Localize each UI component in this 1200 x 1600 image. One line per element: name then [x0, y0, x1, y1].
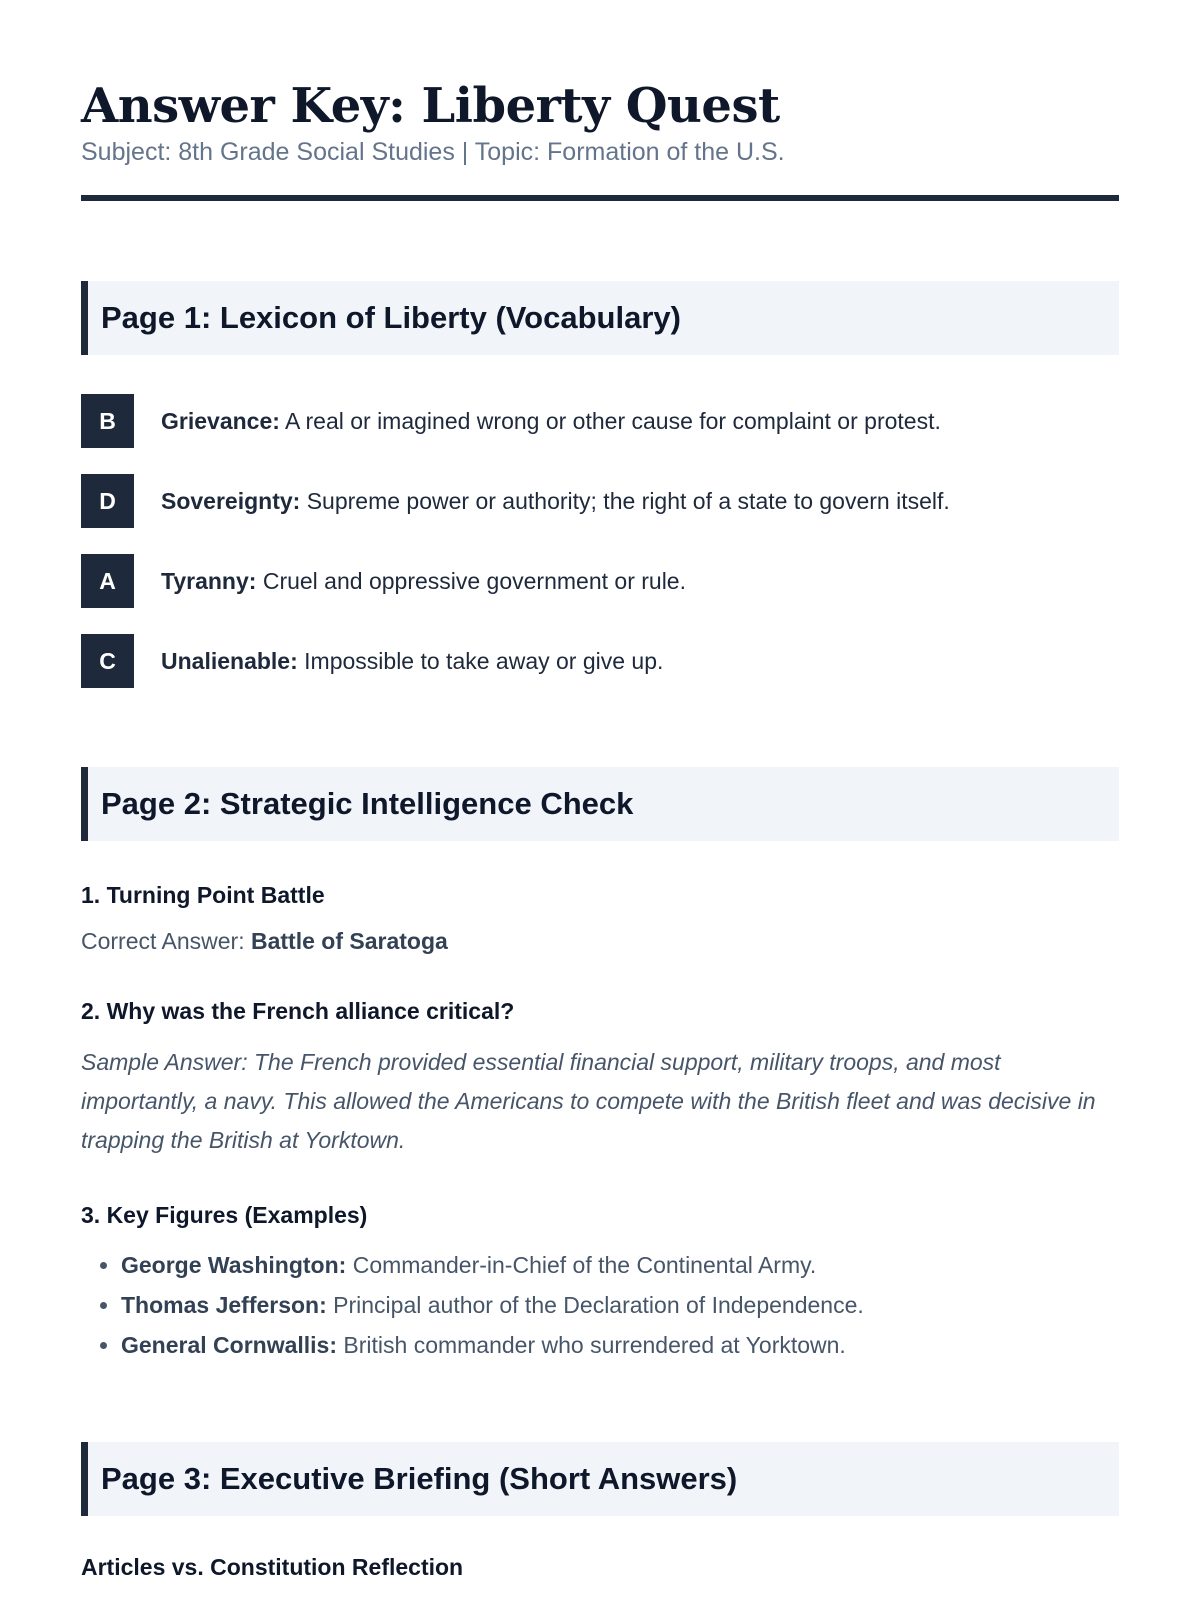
- section-heading: Page 1: Lexicon of Liberty (Vocabulary): [101, 300, 681, 335]
- question-block: [81, 1200, 1119, 1365]
- vocab-definition: Impossible to take away or give up.: [297, 647, 664, 674]
- answer-letter-badge: B: [81, 394, 134, 448]
- section-heading: Page 3: Executive Briefing (Short Answers): [101, 1461, 738, 1496]
- question-title: 1. Turning Point Battle: [81, 882, 325, 908]
- list-item: [121, 1245, 1119, 1285]
- vocab-item: [81, 474, 1119, 528]
- vocab-entry: [161, 648, 663, 675]
- answer-value: Battle of Saratoga: [251, 928, 448, 954]
- vocab-term: Unalienable:: [161, 647, 298, 674]
- figure-name: General Cornwallis:: [121, 1332, 338, 1358]
- question-title: 3. Key Figures (Examples): [81, 1202, 368, 1228]
- figure-name: George Washington:: [121, 1252, 347, 1278]
- question-block: [81, 996, 1119, 1160]
- vocab-term: Grievance:: [161, 407, 280, 434]
- vocab-term: Sovereignty:: [161, 487, 301, 514]
- vocab-definition: Cruel and oppressive government or rule.: [256, 567, 686, 594]
- key-figures-list: [81, 1245, 1119, 1365]
- list-item: [121, 1285, 1119, 1325]
- vocab-item: [81, 634, 1119, 688]
- page-title: Answer Key: Liberty Quest: [81, 78, 780, 134]
- page-subtitle: Subject: 8th Grade Social Studies | Topic: Formation of the U.S.: [81, 138, 785, 166]
- vocab-entry: [161, 488, 950, 515]
- vocab-item: [81, 394, 1119, 448]
- vocab-item: [81, 554, 1119, 608]
- figure-name: Thomas Jefferson:: [121, 1292, 327, 1318]
- answer-letter-badge: D: [81, 474, 134, 528]
- figure-description: Commander-in-Chief of the Continental Army.: [346, 1252, 817, 1278]
- section-header-vocabulary: [81, 281, 1119, 355]
- sample-answer: Sample Answer: The French provided essential financial support, military troops, and most importantly, a navy. This allowed the Americans to compete with the British fleet and was decisive in trapping the British at Yorktown.: [81, 1049, 1096, 1153]
- vocab-term: Tyranny:: [161, 567, 257, 594]
- section-header-executive-briefing: [81, 1442, 1119, 1516]
- vocab-definition: Supreme power or authority; the right of a state to govern itself.: [300, 487, 950, 514]
- figure-description: British commander who surrendered at Yorktown.: [337, 1332, 846, 1358]
- subsection-title: Articles vs. Constitution Reflection: [81, 1554, 464, 1580]
- answer-prefix: Correct Answer:: [81, 928, 251, 954]
- answer-letter-badge: C: [81, 634, 134, 688]
- title-divider: [81, 195, 1119, 201]
- correct-answer: [81, 926, 1119, 956]
- section-heading: Page 2: Strategic Intelligence Check: [101, 786, 634, 821]
- question-block: [81, 880, 1119, 956]
- vocabulary-list: [81, 394, 1119, 688]
- vocab-definition: A real or imagined wrong or other cause for complaint or protest.: [279, 407, 941, 434]
- vocab-entry: [161, 568, 686, 595]
- section-header-intelligence-check: [81, 767, 1119, 841]
- answer-letter-badge: A: [81, 554, 134, 608]
- vocab-entry: [161, 408, 941, 435]
- list-item: [121, 1325, 1119, 1365]
- figure-description: Principal author of the Declaration of Independence.: [326, 1292, 864, 1318]
- question-title: 2. Why was the French alliance critical?: [81, 998, 515, 1024]
